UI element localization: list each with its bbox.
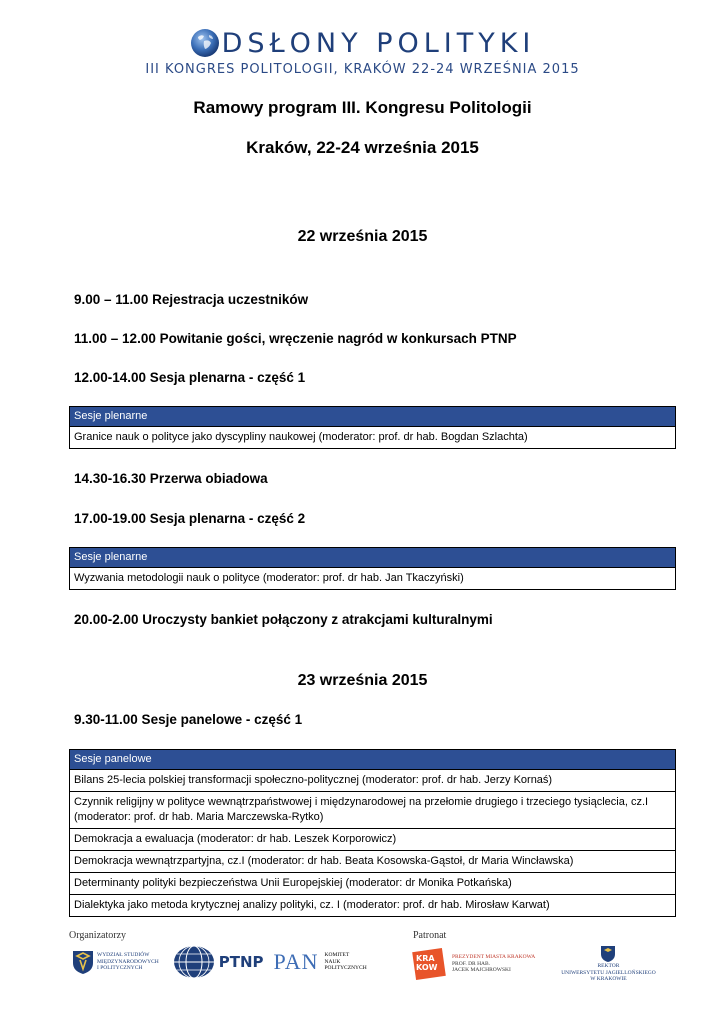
university-crest-icon [72, 949, 94, 975]
patronage-label: Patronat [413, 930, 447, 941]
session-table-panel [69, 749, 676, 917]
logo-title: DSŁONY POLITYKI [221, 27, 536, 59]
prezydent-logo: PREZYDENT MIASTA KRAKOWA PROF. DR HAB. JACEK MAJCHROWSKI [452, 954, 536, 973]
krakow-badge: KRA KOW [414, 948, 448, 980]
logo [0, 26, 725, 60]
schedule-item: 9.00 – 11.00 Rejestracja uczestników [74, 292, 309, 307]
wydzial-logo: WYDZIAŁ STUDIÓW MIĘDZYNARODOWYCH I POLITYCZNYCH [97, 952, 159, 972]
patronage-logos [414, 945, 656, 983]
schedule-item: 12.00-14.00 Sesja plenarna - część 1 [74, 370, 306, 385]
session-table-plenary-1 [69, 406, 676, 449]
table-row: Granice nauk o polityce jako dyscypliny naukowej (moderator: prof. dr hab. Bogdan Szlachta) [74, 431, 528, 443]
pan-logo: PAN KOMITET NAUK POLITYCZNYCH [273, 949, 367, 974]
day-heading-2: 23 września 2015 [297, 672, 428, 689]
schedule-item: 14.30-16.30 Przerwa obiadowa [74, 471, 268, 486]
schedule-item: 9.30-11.00 Sesje panelowe - część 1 [74, 712, 303, 727]
organizers-label: Organizatorzy [69, 930, 127, 941]
globe-icon [190, 28, 220, 58]
table-row: Bilans 25-lecia polskiej transformacji społeczno-politycznej (moderator: prof. dr hab. Jerzy Kornaś) [70, 770, 675, 792]
schedule-item: 17.00-19.00 Sesja plenarna - część 2 [74, 511, 306, 526]
table-header: Sesje plenarne [70, 548, 675, 568]
session-table-plenary-2 [69, 547, 676, 590]
table-row: Czynnik religijny w polityce wewnątrzpaństwowej i międzynarodowej na przełomie drugiego i trzeciego tysiąclecia, cz.I (moderator: prof. dr hab. Maria Marczewska-Rytko) [70, 792, 675, 829]
page-title: Ramowy program III. Kongresu Politologii [193, 98, 532, 117]
pan-logo-text: PAN [273, 949, 319, 974]
page-header [0, 26, 725, 77]
day-heading-1: 22 września 2015 [297, 228, 428, 245]
schedule-item: 20.00-2.00 Uroczysty bankiet połączony z atrakcjami kulturalnymi [74, 612, 493, 627]
table-header: Sesje panelowe [70, 750, 675, 770]
organizers-logos [72, 945, 367, 979]
table-row: Demokracja a ewaluacja (moderator: dr hab. Leszek Korporowicz) [70, 829, 675, 851]
table-row: Dialektyka jako metoda krytycznej analizy polityki, cz. I (moderator: prof. dr hab. Mirosław Karwat) [74, 899, 550, 911]
table-row: Wyzwania metodologii nauk o polityce (moderator: prof. dr hab. Jan Tkaczyński) [74, 572, 464, 584]
schedule-item: 11.00 – 12.00 Powitanie gości, wręczenie nagród w konkursach PTNP [74, 331, 517, 346]
page-subtitle: Kraków, 22-24 września 2015 [246, 138, 479, 157]
ptnp-logo-text: PTNP [218, 953, 264, 971]
ptnp-globe-icon [173, 945, 215, 979]
table-row: Demokracja wewnątrzpartyjna, cz.I (moderator: dr hab. Beata Kosowska-Gąstoł, dr Maria Wincławska) [70, 851, 675, 873]
uj-crest-icon [600, 945, 616, 963]
table-row: Determinanty polityki bezpieczeństwa Unii Europejskiej (moderator: dr Monika Potkańska) [70, 873, 675, 895]
table-header: Sesje plenarne [70, 407, 675, 427]
rektor-logo: REKTOR UNIWERSYTETU JAGIELLOŃSKIEGO W KRAKOWIE [561, 945, 656, 983]
logo-subtitle: III KONGRES POLITOLOGII, KRAKÓW 22-24 WRZEŚNIA 2015 [145, 62, 580, 77]
